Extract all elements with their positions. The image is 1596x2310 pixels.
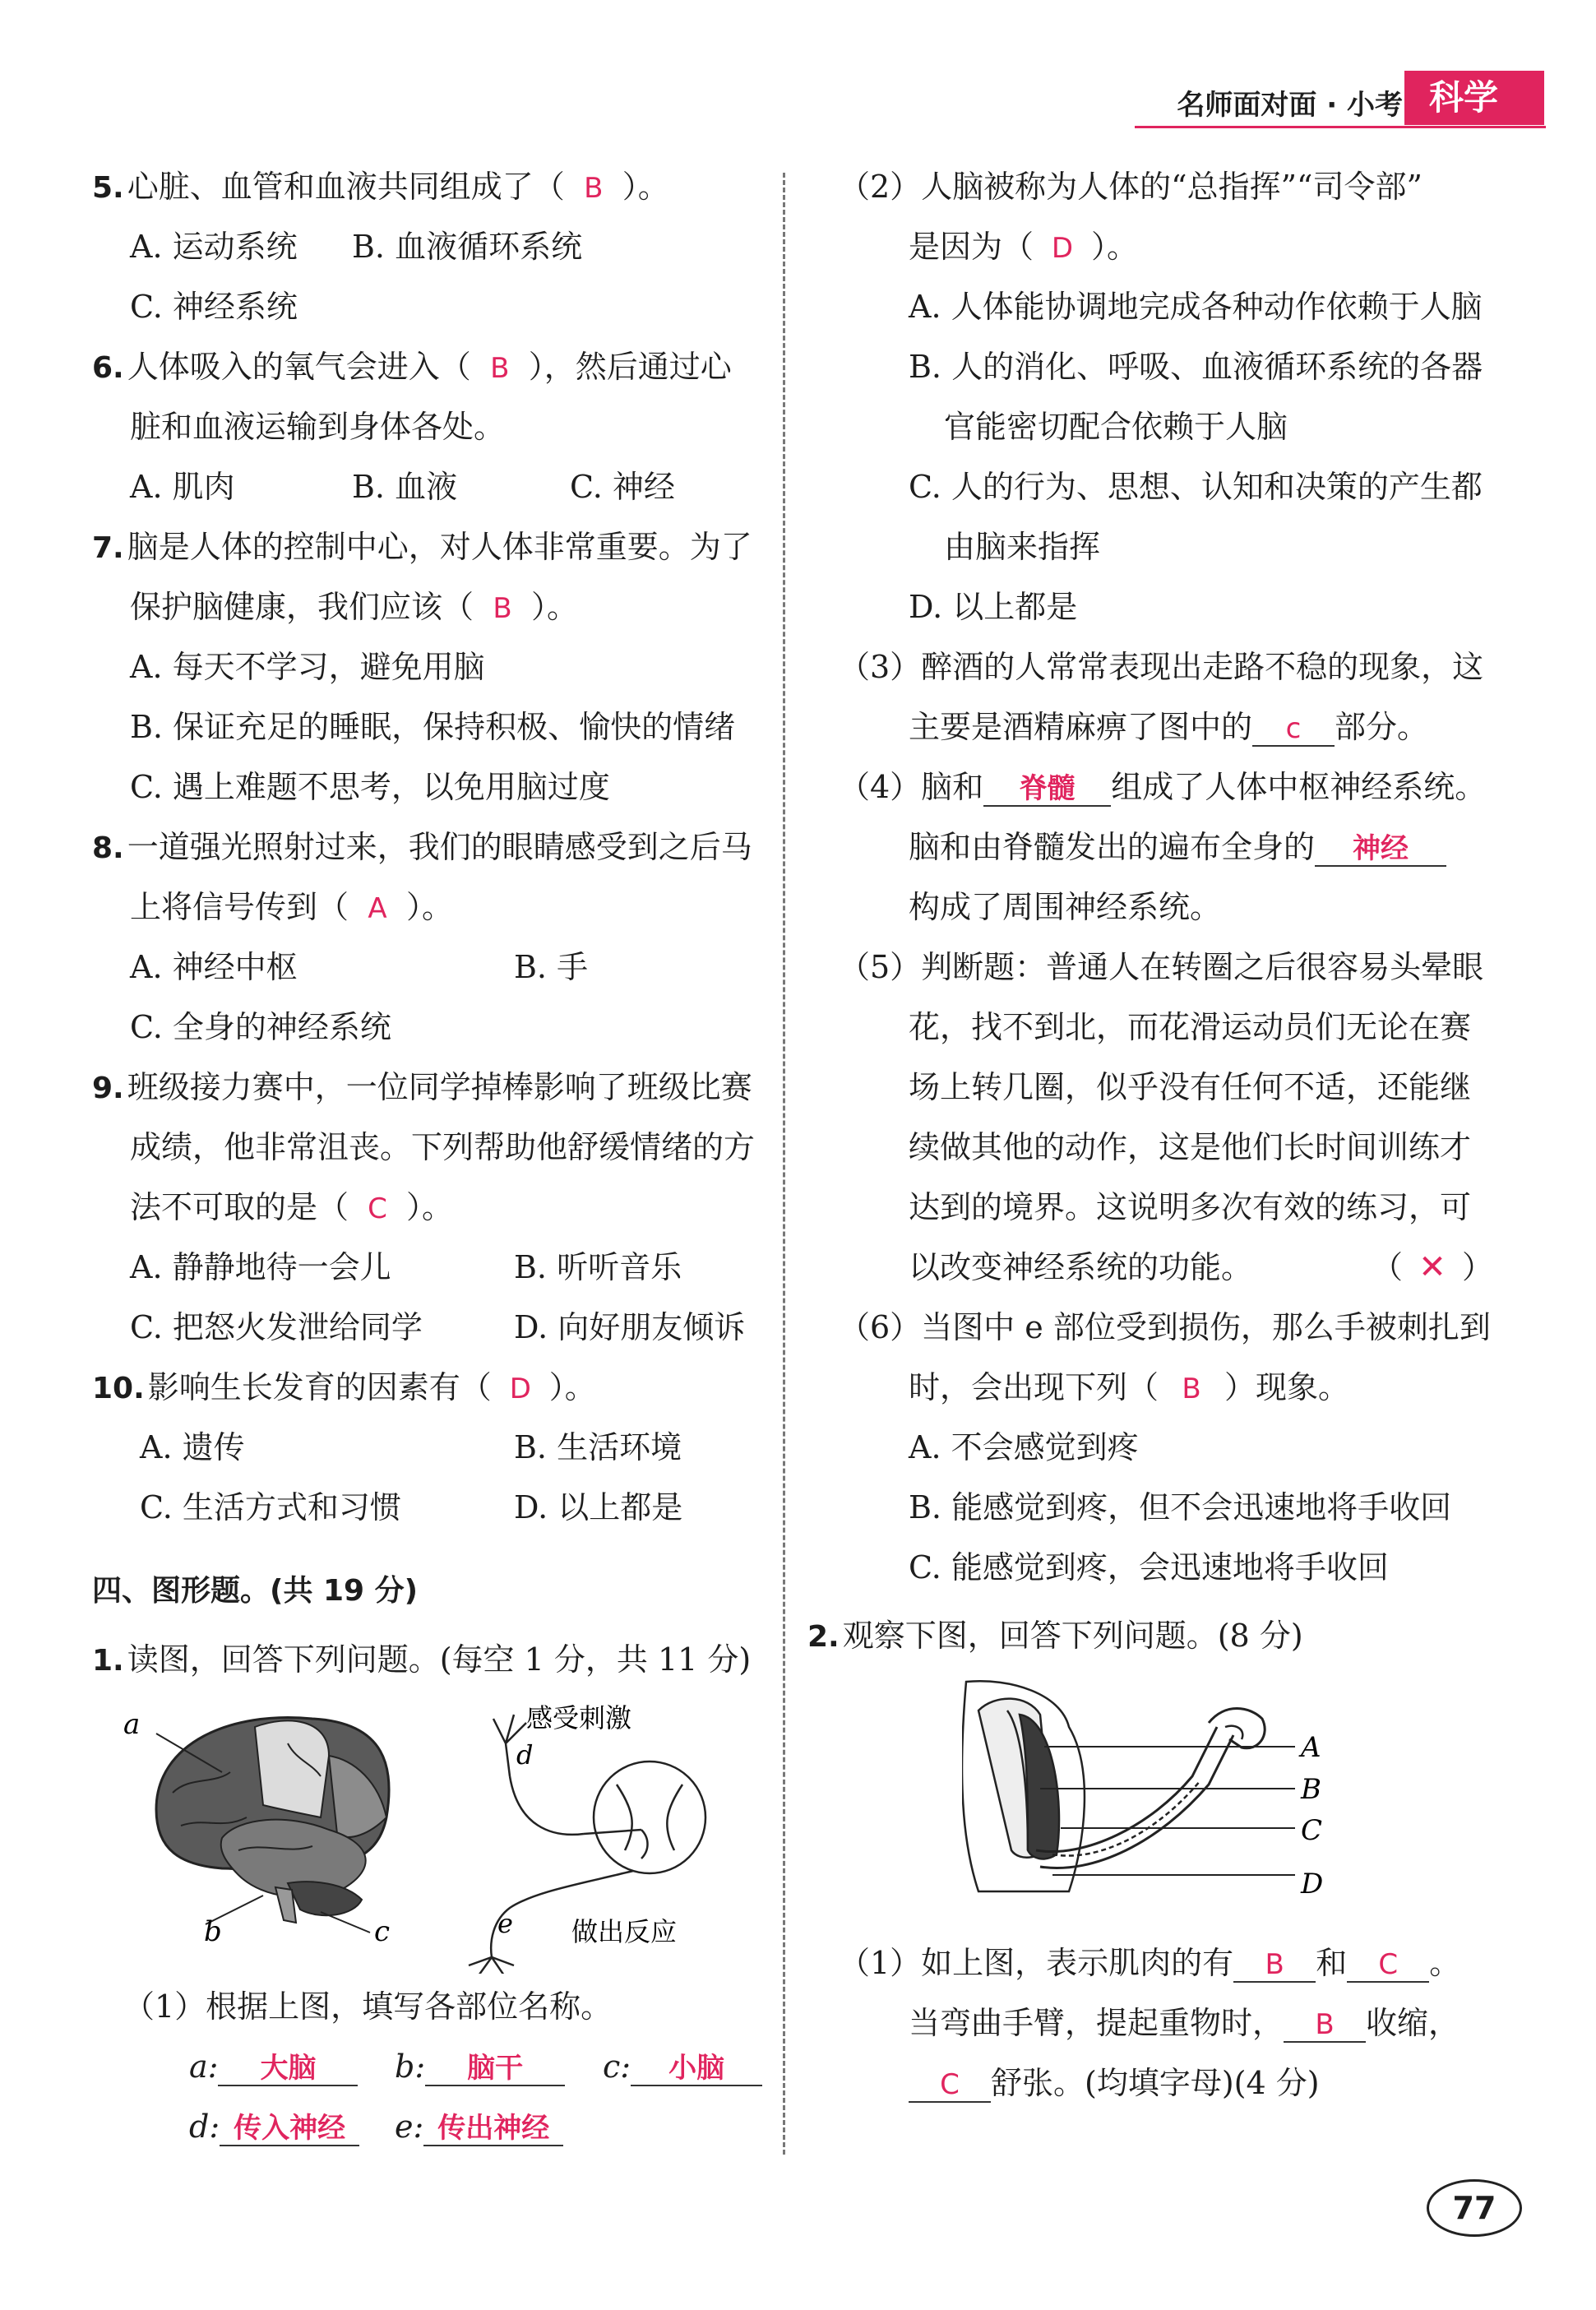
label-c: c — [374, 1915, 391, 1948]
fill-c: c: 小脑 — [603, 2048, 762, 2086]
sub-2-option-d: D. 以上都是 — [909, 589, 1078, 625]
question-9-stem-2: 成绩，他非常沮丧。下列帮助他舒缓情绪的方 — [130, 1129, 756, 1165]
answer-c: 小脑 — [631, 2052, 762, 2086]
question-7-stem: 7. 脑是人体的控制中心，对人体非常重要。为了 — [92, 529, 752, 565]
f2-sub-1-line-1: （1）如上图，表示肌肉的有 B 和 C 。 — [839, 1945, 1461, 1981]
fill-a: a: 大脑 — [189, 2048, 358, 2086]
label-sense-stimulus: 感受刺激 — [526, 1702, 632, 1734]
label-a: a — [123, 1708, 141, 1741]
answer-sub-2: D — [1051, 232, 1074, 265]
answer-a: 大脑 — [218, 2052, 358, 2086]
sub-6-line-2: 时，会出现下列（ B ）现象。 — [909, 1368, 1349, 1408]
figure-1-sub-1: （1）根据上图，填写各部位名称。 — [123, 1988, 613, 2025]
q7-option-c: C. 遇上难题不思考，以免用脑过度 — [130, 769, 610, 805]
sub-2-option-b-cont: 官能密切配合依赖于人脑 — [944, 409, 1288, 445]
q5-option-a: A. 运动系统 — [130, 229, 298, 265]
q5-option-c: C. 神经系统 — [130, 289, 298, 325]
q6-option-b: B. 血液 — [352, 469, 458, 505]
sub-2-option-c: C. 人的行为、思想、认知和决策的产生都 — [909, 469, 1483, 505]
sub-5-line-6: 以改变神经系统的功能。 — [909, 1249, 1253, 1285]
sub-5-line-5: 达到的境界。这说明多次有效的练习，可 — [909, 1189, 1472, 1225]
sub-4-line-1: （4）脑和 脊髓 组成了人体中枢神经系统。 — [839, 769, 1487, 805]
sub-2-line-1: （2）人脑被称为人体的“总指挥”“司令部” — [839, 169, 1423, 205]
header-title: 名师面对面 · 小考 — [1177, 89, 1403, 122]
sub-2-line-2: 是因为（ D ）。 — [909, 228, 1138, 267]
answer-sub-4-spinal-cord: 脊髓 — [983, 772, 1111, 807]
question-9-stem-3: 法不可取的是（ C ）。 — [130, 1188, 453, 1228]
sub-5-line-2: 花，找不到北，而花滑运动员们无论在赛 — [909, 1009, 1472, 1045]
f2-sub-1-line-2: 当弯曲手臂，提起重物时， B 收缩， — [909, 2005, 1460, 2041]
q9-option-a: A. 静静地待一会儿 — [130, 1249, 391, 1285]
label-A: A — [1301, 1731, 1321, 1764]
page-number: 77 — [1427, 2179, 1522, 2237]
answer-e: 传出神经 — [423, 2112, 563, 2146]
question-5-stem: 5. 心脏、血管和血液共同组成了（ B ）。 — [92, 168, 669, 207]
sub-2-option-a: A. 人体能协调地完成各种动作依赖于人脑 — [909, 289, 1483, 325]
question-9-stem: 9. 班级接力赛中，一位同学掉棒影响了班级比赛 — [92, 1069, 752, 1105]
label-B: B — [1301, 1773, 1321, 1806]
sub-6-option-b: B. 能感觉到疼，但不会迅速地将手收回 — [909, 1489, 1452, 1525]
sub-5-judgement: （ ✕ ） — [1372, 1248, 1494, 1286]
fill-d: d: 传入神经 — [189, 2108, 359, 2146]
answer-d: 传入神经 — [220, 2112, 359, 2146]
answer-b: 脑干 — [425, 2052, 565, 2086]
answer-sub-4-nerves: 神经 — [1315, 832, 1446, 867]
figure-question-2-stem: 2. 观察下图，回答下列问题。(8 分) — [807, 1618, 1303, 1654]
sub-2-option-c-cont: 由脑来指挥 — [944, 529, 1101, 565]
answer-f2-contract: B — [1284, 2008, 1366, 2043]
fill-e: e: 传出神经 — [395, 2108, 563, 2146]
answer-q8: A — [368, 892, 387, 925]
label-e: e — [497, 1908, 513, 1939]
q6-option-a: A. 肌肉 — [130, 469, 235, 505]
question-7-stem-2: 保护脑健康，我们应该（ B ）。 — [130, 588, 578, 627]
q7-option-a: A. 每天不学习，避免用脑 — [130, 649, 485, 685]
question-6-stem: 6. 人体吸入的氧气会进入（ B ），然后通过心 — [92, 348, 732, 387]
sub-5-line-1: （5）判断题：普通人在转圈之后很容易头晕眼 — [839, 949, 1484, 985]
sub-6-line-1: （6）当图中 e 部位受到损伤，那么手被刺扎到 — [839, 1309, 1491, 1345]
label-D: D — [1301, 1868, 1324, 1900]
q7-option-b: B. 保证充足的睡眠，保持积极、愉快的情绪 — [130, 709, 736, 745]
question-6-stem-2: 脏和血液运输到身体各处。 — [130, 409, 506, 445]
q5-option-b: B. 血液循环系统 — [352, 229, 583, 265]
label-d: d — [516, 1739, 534, 1771]
answer-q6: B — [490, 352, 510, 385]
answer-f2-muscle-1: B — [1233, 1948, 1316, 1983]
answer-f2-relax: C — [909, 2068, 991, 2103]
question-8-stem-2: 上将信号传到（ A ）。 — [130, 888, 453, 928]
sub-3-line-1: （3）醉酒的人常常表现出走路不稳的现象，这 — [839, 649, 1484, 685]
sub-6-option-a: A. 不会感觉到疼 — [909, 1429, 1139, 1465]
answer-q5: B — [584, 172, 604, 205]
sub-4-line-2: 脑和由脊髓发出的遍布全身的 神经 — [909, 828, 1446, 867]
arm-muscle-figure — [962, 1678, 1332, 1916]
sub-2-option-b: B. 人的消化、呼吸、血液循环系统的各器 — [909, 349, 1483, 385]
header-rule — [1135, 126, 1546, 128]
sub-5-line-3: 场上转几圈，似乎没有任何不适，还能继 — [909, 1069, 1472, 1105]
q8-option-b: B. 手 — [514, 949, 589, 985]
subject-badge: 科学 — [1404, 71, 1544, 125]
q6-option-c: C. 神经 — [570, 469, 675, 505]
answer-sub-6: B — [1182, 1373, 1201, 1405]
f2-sub-1-line-3: C 舒张。(均填字母)(4 分) — [909, 2064, 1320, 2103]
label-make-response: 做出反应 — [571, 1916, 678, 1947]
q10-option-c: C. 生活方式和习惯 — [140, 1489, 401, 1525]
label-b: b — [204, 1915, 222, 1948]
answer-f2-muscle-2: C — [1347, 1948, 1429, 1983]
sub-3-line-2: 主要是酒精麻痹了图中的 c 部分。 — [909, 709, 1429, 745]
question-8-stem: 8. 一道强光照射过来，我们的眼睛感受到之后马 — [92, 829, 752, 865]
answer-q10: D — [509, 1373, 531, 1405]
figure-question-1-stem: 1. 读图，回答下列问题。(每空 1 分，共 11 分) — [92, 1641, 752, 1678]
answer-q7: B — [493, 592, 512, 625]
q9-option-b: B. 听听音乐 — [514, 1249, 682, 1285]
section-title: 四、图形题。(共 19 分) — [92, 1574, 419, 1608]
sub-4-line-3: 构成了周围神经系统。 — [909, 889, 1222, 925]
answer-sub-5-cross: ✕ — [1418, 1248, 1446, 1286]
brain-diagram — [156, 1717, 389, 1933]
column-divider — [783, 173, 785, 2155]
brain-reflex-figure — [123, 1694, 748, 1974]
q8-option-c: C. 全身的神经系统 — [130, 1009, 391, 1045]
answer-q9: C — [368, 1192, 387, 1225]
q10-option-b: B. 生活环境 — [514, 1429, 682, 1465]
sub-5-line-4: 续做其他的动作，这是他们长时间训练才 — [909, 1129, 1472, 1165]
sub-6-option-c: C. 能感觉到疼，会迅速地将手收回 — [909, 1549, 1389, 1586]
question-10-stem: 10. 影响生长发育的因素有（ D ）。 — [92, 1368, 596, 1408]
q9-option-d: D. 向好朋友倾诉 — [514, 1309, 746, 1345]
q10-option-d: D. 以上都是 — [514, 1489, 683, 1525]
answer-sub-3: c — [1252, 712, 1335, 747]
label-C: C — [1301, 1814, 1323, 1847]
q9-option-c: C. 把怒火发泄给同学 — [130, 1309, 423, 1345]
q8-option-a: A. 神经中枢 — [130, 949, 298, 985]
fill-b: b: 脑干 — [395, 2048, 565, 2086]
q10-option-a: A. 遗传 — [140, 1429, 245, 1465]
